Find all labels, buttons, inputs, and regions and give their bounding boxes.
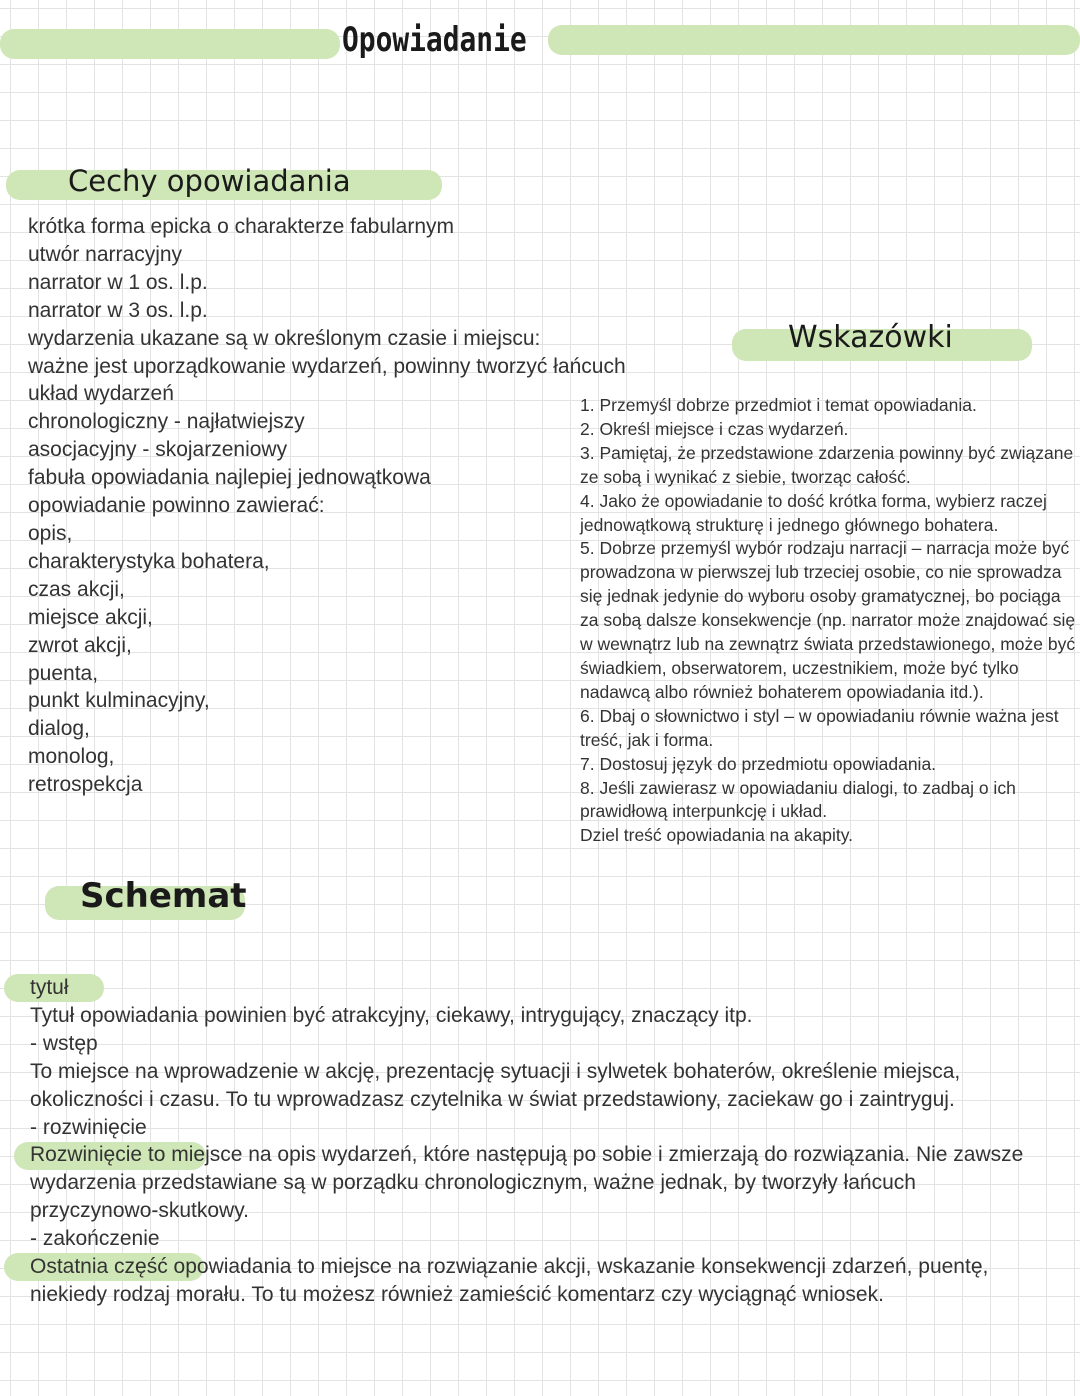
feature-item: charakterystyka bohatera, (28, 549, 270, 573)
tip-item: Dziel treść opowiadania na akapity. (580, 825, 854, 846)
feature-item: opowiadanie powinno zawierać: (28, 494, 325, 518)
tip-item: 3. Pamiętaj, że przedstawione zdarzenia powinny być związane ze sobą i wynikać z siebie, tworząc całość. (580, 442, 1074, 487)
feature-item: puenta, (28, 661, 99, 685)
feature-item: asocjacyjny - skojarzeniowy (28, 438, 288, 462)
feature-item: narrator w 1 os. l.p. (28, 270, 208, 294)
schema-intro-label: - wstęp (30, 1031, 98, 1055)
schema-content (30, 974, 1070, 1309)
page-title: Opowiadanie (342, 20, 527, 60)
feature-item: opis, (28, 521, 73, 545)
schema-ending-text: Ostatnia część opowiadania to miejsce na rozwiązanie akcji, wskazanie konsekwencji zdarzeń, puentę, niekiedy rodzaj morału. To tu możesz również zamieścić komentarz czy wyciągnąć wniosek. (30, 1255, 989, 1306)
tip-item: 6. Dbaj o słownictwo i styl – w opowiadaniu równie ważna jest treść, jak i forma. (580, 705, 1059, 750)
feature-item: zwrot akcji, (28, 633, 132, 657)
feature-item: narrator w 3 os. l.p. (28, 298, 208, 322)
feature-item: punkt kulminacyjny, (28, 689, 210, 713)
tip-item: 8. Jeśli zawierasz w opowiadaniu dialogi, to zadbaj o ich prawidłową interpunkcję i układ. (580, 777, 1016, 822)
feature-item: chronologiczny - najłatwiejszy (28, 410, 305, 434)
tip-item: 2. Określ miejsce i czas wydarzeń. (580, 418, 849, 439)
title-highlight-right (548, 25, 1080, 55)
feature-item: dialog, (28, 717, 90, 741)
feature-item: monolog, (28, 745, 115, 769)
feature-item: retrospekcja (28, 773, 143, 797)
schema-heading: Schemat (80, 876, 247, 916)
feature-item: ważne jest uporządkowanie wydarzeń, powinny tworzyć łańcuch (28, 354, 626, 378)
schema-development-text: Rozwinięcie to miejsce na opis wydarzeń, które następują po sobie i zmierzają do rozwiązania. Nie zawsze wydarzenia przedstawiane są w porządku chronologicznym, ważne jednak, by tworzyły łańcuch przyczynowo-skutkowy. (30, 1143, 1024, 1223)
feature-item: miejsce akcji, (28, 605, 153, 629)
feature-item: fabuła opowiadania najlepiej jednowątkowa (28, 466, 431, 490)
feature-item: czas akcji, (28, 577, 125, 601)
feature-item: utwór narracyjny (28, 242, 183, 266)
feature-item: wydarzenia ukazane są w określonym czasie i miejscu: (28, 326, 541, 350)
tip-item: 5. Dobrze przemyśl wybór rodzaju narracji – narracja może być prowadzona w pierwszej lub trzeciej osobie, co nie sprowadza się jednak jedynie do wyboru osoby gramatycznej, bo pociąga za sobą dalsze konsekwencje (np. narrator może znajdować się w wewnątrz lub na zewnątrz świata przedstawionego, może być świadkiem, obserwatorem, uczestnikiem, może być tylko nadawcą albo również bohaterem opowiadania itd.). (580, 538, 1076, 702)
schema-title-label: tytuł (30, 976, 69, 999)
features-heading: Cechy opowiadania (68, 164, 351, 198)
feature-item: krótka forma epicka o charakterze fabularnym (28, 215, 455, 238)
schema-development-label: - rozwinięcie (30, 1115, 147, 1139)
title-highlight-left (0, 29, 340, 59)
tips-list (580, 394, 1076, 848)
tip-item: 1. Przemyśl dobrze przedmiot i temat opowiadania. (580, 395, 977, 415)
features-list (28, 213, 626, 799)
schema-title-text: Tytuł opowiadania powinien być atrakcyjny, ciekawy, intrygujący, znaczący itp. (30, 1003, 753, 1027)
tips-heading: Wskazówki (788, 320, 953, 355)
tip-item: 4. Jako że opowiadanie to dość krótka forma, wybierz raczej jednowątkową strukturę i jednego głównego bohatera. (580, 490, 1047, 535)
tip-item: 7. Dostosuj język do przedmiotu opowiadania. (580, 753, 937, 774)
schema-intro-text: To miejsce na wprowadzenie w akcję, prezentację sytuacji i sylwetek bohaterów, określenie miejsca, okoliczności i czasu. To tu wprowadzasz czytelnika w świat przedstawiony, zaciekaw go i zaintryguj. (30, 1059, 961, 1111)
schema-ending-label: - zakończenie (30, 1227, 160, 1251)
feature-item: układ wydarzeń (28, 382, 174, 406)
